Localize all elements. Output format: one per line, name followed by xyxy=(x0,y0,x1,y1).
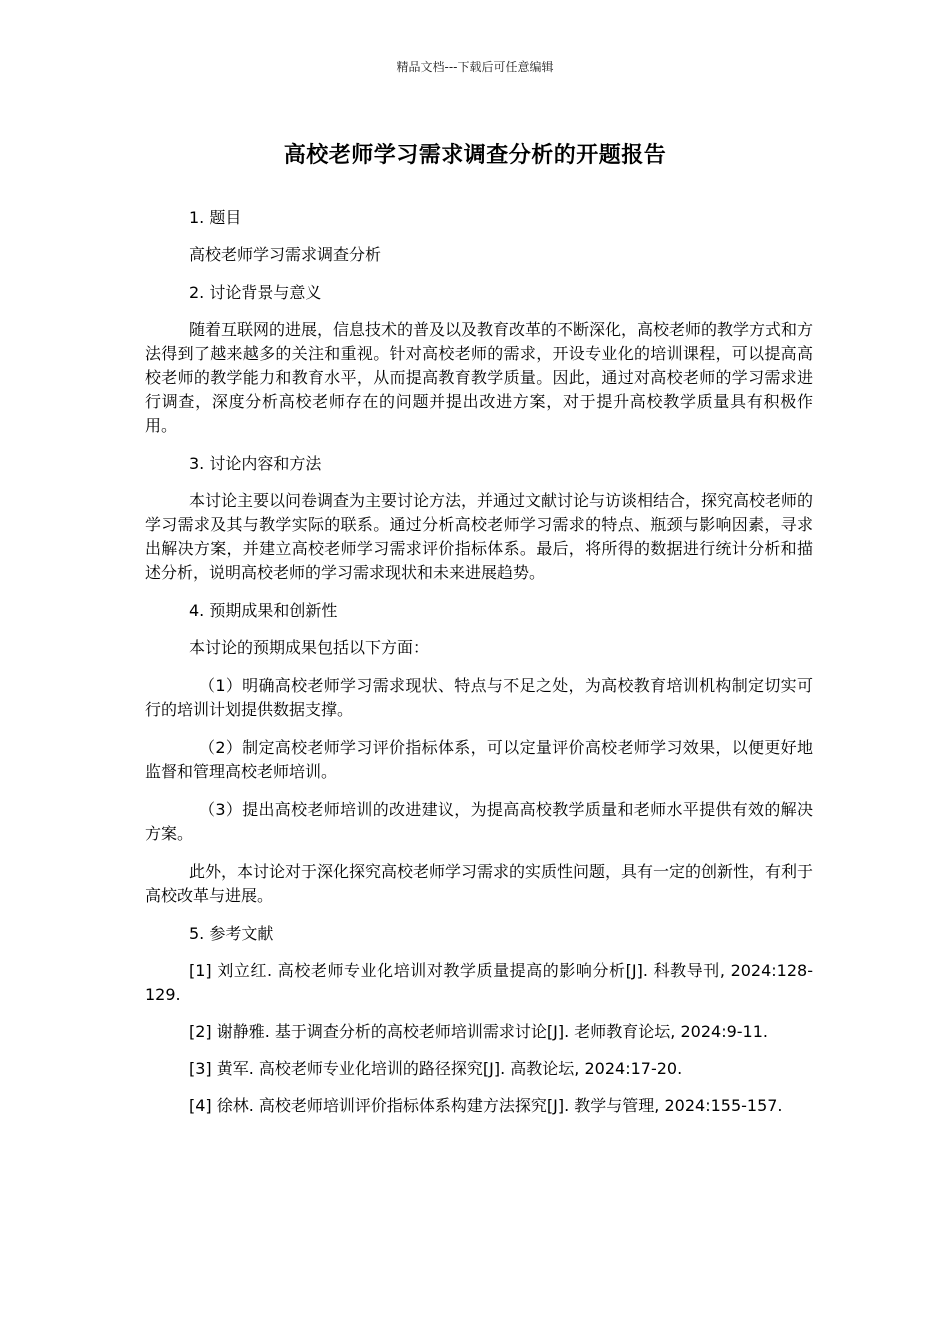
section-5-heading: 5. 参考文献 xyxy=(189,924,274,943)
document-title: 高校老师学习需求调查分析的开题报告 xyxy=(283,143,667,168)
section-2-heading: 2. 讨论背景与意义 xyxy=(189,283,322,302)
section-4-heading: 4. 预期成果和创新性 xyxy=(189,601,338,620)
section-3-text: 本讨论主要以问卷调查为主要讨论方法，并通过文献讨论与访谈相结合，探究高校老师的学习需求及其与教学实际的联系。通过分析高校老师学习需求的特点、瓶颈与影响因素，寻求出解决方案，并建立高校老师学习需求评价指标体系。最后，将所得的数据进行统计分析和描述分析，说明高校老师的学习需求现状和未来进展趋势。 xyxy=(145,491,814,582)
document-body xyxy=(145,206,813,1131)
section-4-text: 此外，本讨论对于深化探究高校老师学习需求的实质性问题，具有一定的创新性，有利于高校改革与进展。 xyxy=(145,862,814,905)
section-1-text: 高校老师学习需求调查分析 xyxy=(189,245,382,264)
section-2-text: 随着互联网的进展，信息技术的普及以及教育改革的不断深化，高校老师的教学方式和方法得到了越来越多的关注和重视。针对高校老师的需求，开设专业化的培训课程，可以提高高校老师的教学能力和教育水平，从而提高教育教学质量。因此，通过对高校老师的学习需求进行调查，深度分析高校老师存在的问题并提出改进方案，对于提升高校教学质量具有积极作用。 xyxy=(145,320,814,435)
reference-1: [1] 刘立红. 高校老师专业化培训对教学质量提高的影响分析[J]. 科教导刊, 2024:128-129. xyxy=(145,961,813,1004)
reference-2: [2] 谢静雅. 基于调查分析的高校老师培训需求讨论[J]. 老师教育论坛, 2024:9-11. xyxy=(189,1022,768,1041)
section-1-heading: 1. 题目 xyxy=(189,208,242,227)
header-note: 精品文档---下载后可任意编辑 xyxy=(396,60,554,74)
section-4-item-2: （2）制定高校老师学习评价指标体系，可以定量评价高校老师学习效果，以便更好地监督和管理高校老师培训。 xyxy=(145,738,813,781)
reference-3: [3] 黄军. 高校老师专业化培训的路径探究[J]. 高教论坛, 2024:17-20. xyxy=(189,1059,683,1078)
section-4-item-1: （1）明确高校老师学习需求现状、特点与不足之处，为高校教育培训机构制定切实可行的培训计划提供数据支撑。 xyxy=(145,676,813,719)
section-3-heading: 3. 讨论内容和方法 xyxy=(189,454,322,473)
section-4-intro: 本讨论的预期成果包括以下方面： xyxy=(189,638,430,657)
reference-4: [4] 徐林. 高校老师培训评价指标体系构建方法探究[J]. 教学与管理, 2024:155-157. xyxy=(189,1096,783,1115)
section-4-item-3: （3）提出高校老师培训的改进建议，为提高高校教学质量和老师水平提供有效的解决方案。 xyxy=(145,800,813,843)
